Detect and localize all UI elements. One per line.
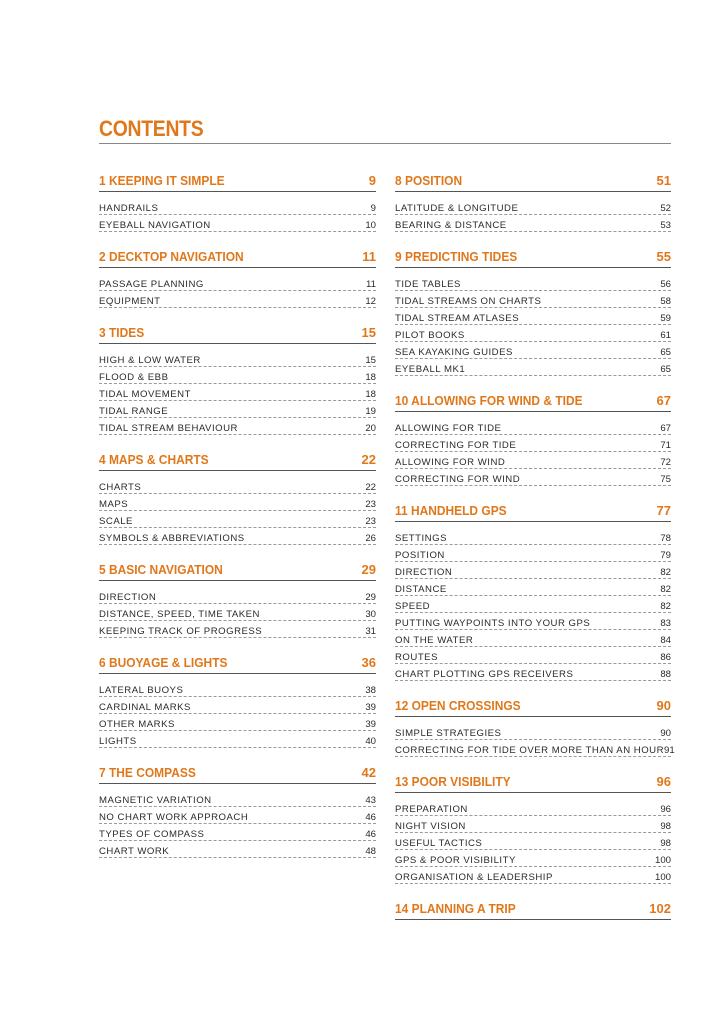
section-title: LIGHTS <box>99 736 137 747</box>
section-page-number: 18 <box>365 389 376 400</box>
section-page-number: 61 <box>660 330 671 341</box>
chapter-heading[interactable] <box>395 500 671 522</box>
section-title: TYPES OF COMPASS <box>99 829 205 840</box>
section-page-number: 100 <box>654 855 671 866</box>
section-title: BEARING & DISTANCE <box>395 220 507 231</box>
section-entry[interactable] <box>99 790 376 807</box>
section-title: ON THE WATER <box>395 635 474 646</box>
section-title: CARDINAL MARKS <box>99 702 191 713</box>
chapter-page-number: 51 <box>656 173 671 188</box>
chapter-title: 8 POSITION <box>395 173 463 188</box>
chapter-heading[interactable] <box>99 652 376 674</box>
section-list <box>99 350 376 435</box>
section-page-number: 29 <box>365 592 376 603</box>
section-page-number: 48 <box>365 846 376 857</box>
section-title: ORGANISATION & LEADERSHIP <box>395 872 553 883</box>
section-page-number: 84 <box>660 635 671 646</box>
section-title: LATERAL BUOYS <box>99 685 184 696</box>
section-title: SIMPLE STRATEGIES <box>395 728 502 739</box>
section-entry[interactable] <box>395 799 671 816</box>
chapter-heading[interactable] <box>99 170 376 192</box>
section-page-number: 56 <box>660 279 671 290</box>
section-title: DISTANCE, SPEED, TIME TAKEN <box>99 609 260 620</box>
section-page-number: 58 <box>660 296 671 307</box>
section-title: LATITUDE & LONGITUDE <box>395 203 519 214</box>
section-title: MAPS <box>99 499 129 510</box>
section-list <box>395 528 671 681</box>
section-entry[interactable] <box>99 367 376 384</box>
section-entry[interactable] <box>395 562 671 579</box>
section-title: SETTINGS <box>395 533 447 544</box>
section-page-number: 65 <box>660 364 671 375</box>
section-entry[interactable] <box>99 697 376 714</box>
section-list <box>395 274 671 376</box>
section-entry[interactable] <box>395 545 671 562</box>
section-entry[interactable] <box>99 418 376 435</box>
section-page-number: 10 <box>365 220 376 231</box>
section-page-number: 82 <box>660 601 671 612</box>
chapter-page-number: 29 <box>361 562 376 577</box>
chapter-heading[interactable] <box>395 695 671 717</box>
section-entry[interactable] <box>395 452 671 469</box>
section-page-number: 19 <box>365 406 376 417</box>
section-page-number: 90 <box>660 728 671 739</box>
section-entry[interactable] <box>99 511 376 528</box>
section-title: TIDAL MOVEMENT <box>99 389 191 400</box>
chapter-title: 6 BUOYAGE & LIGHTS <box>99 655 228 670</box>
chapter-page-number: 22 <box>361 452 376 467</box>
chapter-heading[interactable] <box>99 762 376 784</box>
section-entry[interactable] <box>395 435 671 452</box>
section-title: MAGNETIC VARIATION <box>99 795 212 806</box>
section-title: EYEBALL MK1 <box>395 364 466 375</box>
chapter-page-number: 55 <box>656 249 671 264</box>
section-list <box>99 790 376 858</box>
chapter-page-number: 15 <box>361 325 376 340</box>
section-title: HIGH & LOW WATER <box>99 355 201 366</box>
section-page-number: 15 <box>365 355 376 366</box>
section-title: ROUTES <box>395 652 438 663</box>
section-entry[interactable] <box>99 384 376 401</box>
section-entry[interactable] <box>395 647 671 664</box>
chapter-page-number: 102 <box>649 901 671 916</box>
section-list <box>99 477 376 545</box>
section-page-number: 65 <box>660 347 671 358</box>
section-title: GPS & POOR VISIBILITY <box>395 855 516 866</box>
section-title: PASSAGE PLANNING <box>99 279 204 290</box>
section-title: EQUIPMENT <box>99 296 161 307</box>
chapter-heading[interactable] <box>395 898 671 920</box>
chapter-title: 12 OPEN CROSSINGS <box>395 698 521 713</box>
section-entry[interactable] <box>99 274 376 291</box>
chapter-title: 9 PREDICTING TIDES <box>395 249 518 264</box>
chapter-title: 14 PLANNING A TRIP <box>395 901 516 916</box>
section-page-number: 67 <box>660 423 671 434</box>
section-entry[interactable] <box>395 723 671 740</box>
section-entry[interactable] <box>99 807 376 824</box>
section-title: TIDAL STREAM ATLASES <box>395 313 520 324</box>
section-title: SCALE <box>99 516 133 527</box>
section-list <box>99 680 376 748</box>
section-title: USEFUL TACTICS <box>395 838 483 849</box>
section-title: NIGHT VISION <box>395 821 466 832</box>
section-title: TIDE TABLES <box>395 279 461 290</box>
section-page-number: 98 <box>660 838 671 849</box>
chapter-page-number: 42 <box>361 765 376 780</box>
section-title: DIRECTION <box>395 567 453 578</box>
section-page-number: 88 <box>660 669 671 680</box>
section-entry[interactable] <box>395 740 675 757</box>
chapter-page-number: 90 <box>656 698 671 713</box>
section-entry[interactable] <box>395 359 671 376</box>
section-page-number: 96 <box>660 804 671 815</box>
section-page-number: 39 <box>365 702 376 713</box>
section-page-number: 22 <box>365 482 376 493</box>
section-list <box>99 587 376 638</box>
section-entry[interactable] <box>395 833 671 850</box>
section-entry[interactable] <box>99 714 376 731</box>
section-title: SPEED <box>395 601 431 612</box>
section-page-number: 18 <box>365 372 376 383</box>
chapter-page-number: 96 <box>656 774 671 789</box>
chapter-title: 10 ALLOWING FOR WIND & TIDE <box>395 393 583 408</box>
section-title: PREPARATION <box>395 804 468 815</box>
section-title: CHARTS <box>99 482 142 493</box>
section-page-number: 83 <box>660 618 671 629</box>
section-entry[interactable] <box>395 325 671 342</box>
section-entry[interactable] <box>395 664 671 681</box>
chapter-heading[interactable] <box>395 390 671 412</box>
section-title: EYEBALL NAVIGATION <box>99 220 211 231</box>
chapter-title: 5 BASIC NAVIGATION <box>99 562 223 577</box>
section-entry[interactable] <box>99 401 376 418</box>
section-entry[interactable] <box>395 816 671 833</box>
chapter-title: 4 MAPS & CHARTS <box>99 452 209 467</box>
section-page-number: 26 <box>365 533 376 544</box>
chapter-heading[interactable] <box>395 246 671 268</box>
section-title: TIDAL STREAM BEHAVIOUR <box>99 423 238 434</box>
section-list <box>395 799 671 884</box>
section-page-number: 39 <box>365 719 376 730</box>
chapter-heading[interactable] <box>99 322 376 344</box>
contents-column-left <box>99 170 376 858</box>
section-entry[interactable] <box>99 198 376 215</box>
chapter-title: 13 POOR VISIBILITY <box>395 774 511 789</box>
section-page-number: 23 <box>365 516 376 527</box>
section-title: HANDRAILS <box>99 203 159 214</box>
section-page-number: 30 <box>365 609 376 620</box>
section-page-number: 78 <box>660 533 671 544</box>
section-title: TIDAL STREAMS ON CHARTS <box>395 296 542 307</box>
section-title: CHART WORK <box>99 846 170 857</box>
section-title: FLOOD & EBB <box>99 372 169 383</box>
chapter-title: 7 THE COMPASS <box>99 765 196 780</box>
section-page-number: 52 <box>660 203 671 214</box>
section-page-number: 43 <box>365 795 376 806</box>
section-entry[interactable] <box>99 604 376 621</box>
section-page-number: 82 <box>660 584 671 595</box>
section-title: OTHER MARKS <box>99 719 175 730</box>
section-list <box>395 198 671 232</box>
chapter-heading[interactable] <box>395 771 671 793</box>
chapter-page-number: 67 <box>656 393 671 408</box>
section-entry[interactable] <box>395 418 671 435</box>
title-divider <box>99 143 671 144</box>
section-page-number: 71 <box>660 440 671 451</box>
section-entry[interactable] <box>395 198 671 215</box>
section-page-number: 98 <box>660 821 671 832</box>
section-title: NO CHART WORK APPROACH <box>99 812 249 823</box>
section-entry[interactable] <box>395 308 671 325</box>
section-page-number: 82 <box>660 567 671 578</box>
chapter-title: 1 KEEPING IT SIMPLE <box>99 173 225 188</box>
chapter-heading[interactable] <box>395 170 671 192</box>
section-entry[interactable] <box>99 215 376 232</box>
section-page-number: 75 <box>660 474 671 485</box>
page-title: CONTENTS <box>99 116 204 141</box>
section-entry[interactable] <box>99 621 376 638</box>
section-page-number: 46 <box>365 829 376 840</box>
chapter-title: 2 DECKTOP NAVIGATION <box>99 249 244 264</box>
section-page-number: 91 <box>664 745 675 756</box>
chapter-title: 3 TIDES <box>99 325 145 340</box>
section-title: SEA KAYAKING GUIDES <box>395 347 513 358</box>
section-title: PILOT BOOKS <box>395 330 465 341</box>
section-title: ALLOWING FOR TIDE <box>395 423 502 434</box>
section-page-number: 72 <box>660 457 671 468</box>
section-title: PUTTING WAYPOINTS INTO YOUR GPS <box>395 618 591 629</box>
section-entry[interactable] <box>395 342 671 359</box>
section-page-number: 40 <box>365 736 376 747</box>
section-title: DIRECTION <box>99 592 157 603</box>
section-list <box>99 198 376 232</box>
chapter-heading[interactable] <box>99 449 376 471</box>
section-page-number: 9 <box>370 203 376 214</box>
section-page-number: 20 <box>365 423 376 434</box>
section-entry[interactable] <box>395 613 671 630</box>
section-list <box>99 274 376 308</box>
chapter-page-number: 77 <box>656 503 671 518</box>
section-page-number: 100 <box>654 872 671 883</box>
section-page-number: 38 <box>365 685 376 696</box>
chapter-title: 11 HANDHELD GPS <box>395 503 507 518</box>
section-title: KEEPING TRACK OF PROGRESS <box>99 626 263 637</box>
section-entry[interactable] <box>395 596 671 613</box>
section-list <box>395 723 675 757</box>
section-page-number: 53 <box>660 220 671 231</box>
chapter-page-number: 36 <box>361 655 376 670</box>
section-entry[interactable] <box>99 528 376 545</box>
section-entry[interactable] <box>99 731 376 748</box>
chapter-page-number: 9 <box>368 173 376 188</box>
section-page-number: 79 <box>660 550 671 561</box>
section-title: TIDAL RANGE <box>99 406 169 417</box>
section-page-number: 31 <box>365 626 376 637</box>
section-entry[interactable] <box>395 469 671 486</box>
section-entry[interactable] <box>99 291 376 308</box>
section-entry[interactable] <box>99 350 376 367</box>
section-entry[interactable] <box>395 867 671 884</box>
section-page-number: 11 <box>366 279 376 290</box>
section-title: CHART PLOTTING GPS RECEIVERS <box>395 669 574 680</box>
section-list <box>395 418 671 486</box>
section-entry[interactable] <box>99 841 376 858</box>
section-page-number: 86 <box>660 652 671 663</box>
chapter-heading[interactable] <box>99 559 376 581</box>
section-entry[interactable] <box>395 291 671 308</box>
section-entry[interactable] <box>395 215 671 232</box>
section-page-number: 23 <box>365 499 376 510</box>
section-page-number: 46 <box>365 812 376 823</box>
section-title: POSITION <box>395 550 445 561</box>
section-entry[interactable] <box>395 274 671 291</box>
section-entry[interactable] <box>99 680 376 697</box>
section-title: CORRECTING FOR WIND <box>395 474 521 485</box>
section-entry[interactable] <box>99 824 376 841</box>
section-title: CORRECTING FOR TIDE OVER MORE THAN AN HOUR <box>395 745 665 756</box>
section-entry[interactable] <box>395 528 671 545</box>
section-title: SYMBOLS & ABBREVIATIONS <box>99 533 245 544</box>
section-entry[interactable] <box>395 630 671 647</box>
section-title: ALLOWING FOR WIND <box>395 457 506 468</box>
contents-column-right <box>395 170 675 920</box>
section-entry[interactable] <box>99 587 376 604</box>
section-entry[interactable] <box>99 477 376 494</box>
chapter-heading[interactable] <box>99 246 376 268</box>
section-entry[interactable] <box>99 494 376 511</box>
section-page-number: 12 <box>365 296 376 307</box>
section-entry[interactable] <box>395 579 671 596</box>
chapter-page-number: 11 <box>362 249 376 264</box>
section-title: DISTANCE <box>395 584 447 595</box>
section-title: CORRECTING FOR TIDE <box>395 440 517 451</box>
section-page-number: 59 <box>660 313 671 324</box>
section-entry[interactable] <box>395 850 671 867</box>
